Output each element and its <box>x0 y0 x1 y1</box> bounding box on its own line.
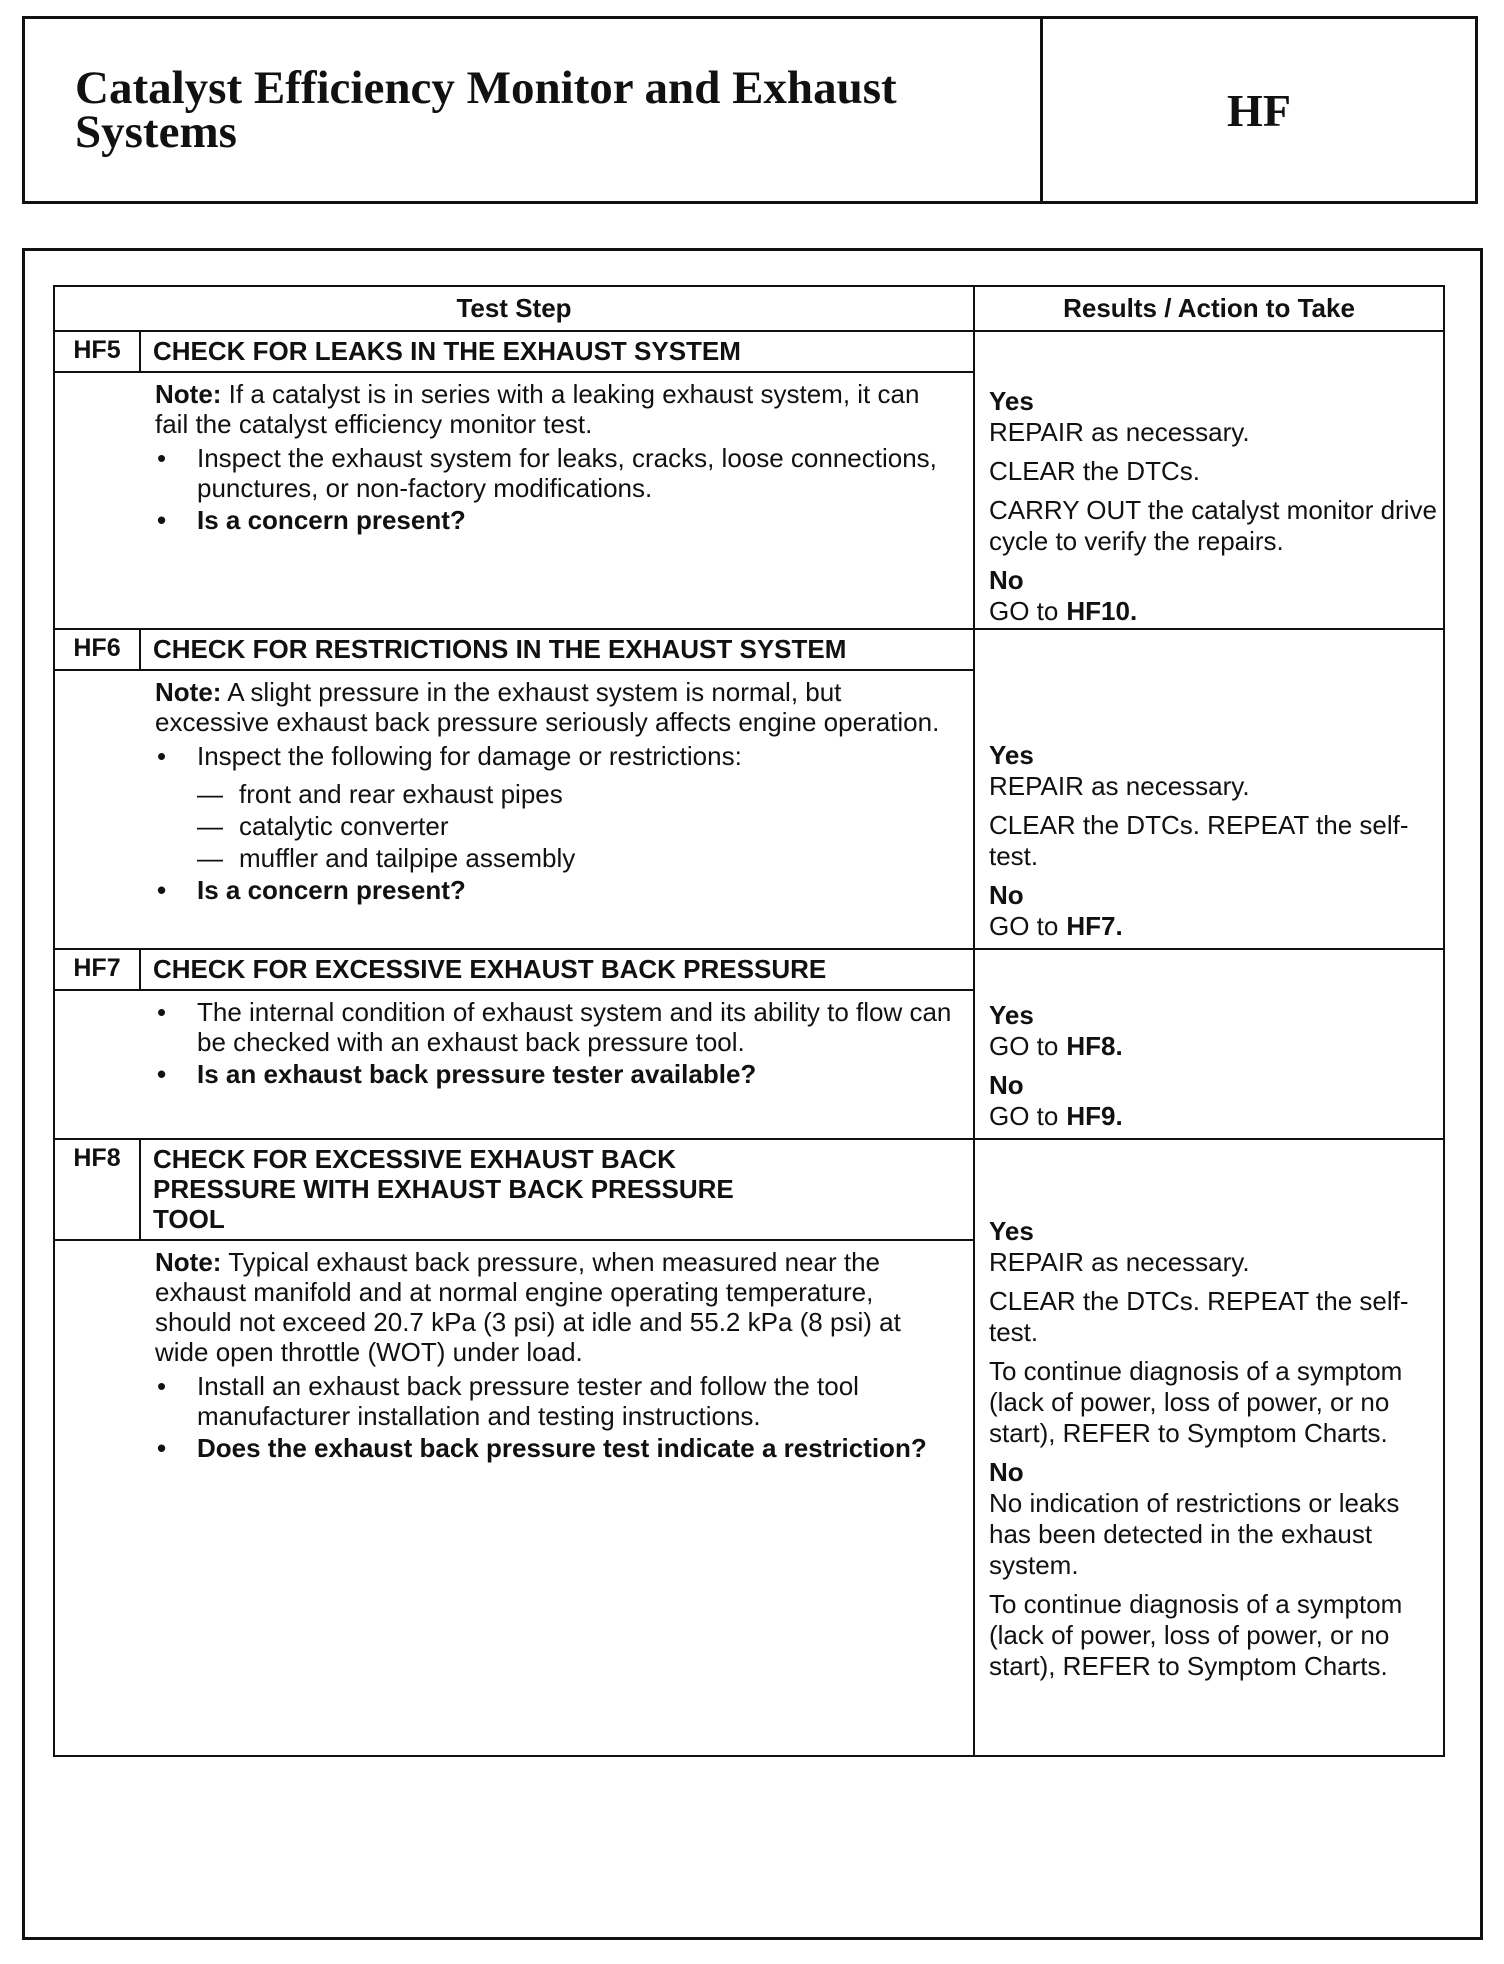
diagnostic-table <box>53 285 1445 1757</box>
goto-reference: HF9. <box>1066 1101 1123 1131</box>
note-text: If a catalyst is in series with a leaking exhaust system, it can fail the catalyst efficiency monitor test. <box>155 379 920 439</box>
no-action <box>989 911 1443 942</box>
goto-text: GO to <box>989 1101 1059 1131</box>
note-label: Note: <box>155 1247 222 1277</box>
bullet-item: • The internal condition of exhaust system and its ability to flow can be checked with an exhaust back pressure tool. <box>155 997 953 1057</box>
goto-text: GO to <box>989 911 1059 941</box>
yes-action <box>989 1031 1443 1062</box>
column-header-test-step: Test Step <box>55 287 975 330</box>
test-step-hf6 <box>55 630 1443 950</box>
note-text: Typical exhaust back pressure, when measured near the exhaust manifold and at normal engine operating temperature, should not exceed 20.7 kPa (3 psi) at idle and 55.2 kPa (8 psi) at wide open throttle (WOT) under load. <box>155 1247 901 1367</box>
step-results <box>975 332 1443 628</box>
step-id: HF6 <box>55 630 141 669</box>
step-id: HF5 <box>55 332 141 371</box>
note-label: Note: <box>155 677 222 707</box>
page-title: Catalyst Efficiency Monitor and Exhaust Systems <box>75 62 897 158</box>
header-code-cell <box>1043 19 1475 201</box>
no-action: No indication of restrictions or leaks has been detected in the exhaust system. <box>989 1488 1400 1580</box>
yes-label: Yes <box>989 386 1034 416</box>
step-note <box>155 379 953 439</box>
section-code: HF <box>1227 84 1291 136</box>
step-bullets <box>155 997 953 1089</box>
step-body <box>55 991 973 1095</box>
step-bullets <box>155 741 953 905</box>
step-title-bar <box>55 332 973 373</box>
step-results <box>975 630 1443 948</box>
test-step-hf5 <box>55 332 1443 630</box>
step-bullets <box>155 443 953 535</box>
sub-list-item: — catalytic converter <box>197 811 953 841</box>
sub-list-item: — muffler and tailpipe assembly <box>197 843 953 873</box>
step-title-bar <box>55 950 973 991</box>
page-header <box>22 16 1478 204</box>
step-heading: CHECK FOR RESTRICTIONS IN THE EXHAUST SYSTEM <box>153 634 847 664</box>
step-id: HF8 <box>55 1140 141 1239</box>
goto-reference: HF7. <box>1066 911 1123 941</box>
step-heading: CHECK FOR EXCESSIVE EXHAUST BACK PRESSURE WITH EXHAUST BACK PRESSURE TOOL <box>153 1144 734 1234</box>
header-title-cell <box>25 19 1043 201</box>
step-body <box>55 671 973 911</box>
step-title-bar <box>55 630 973 671</box>
sub-list-item: — front and rear exhaust pipes <box>197 779 953 809</box>
step-results <box>975 1140 1443 1755</box>
test-step-content <box>55 332 975 628</box>
yes-action: CLEAR the DTCs. REPEAT the self-test. <box>989 1286 1409 1347</box>
test-step-content <box>55 1140 975 1755</box>
note-label: Note: <box>155 379 222 409</box>
step-bullets <box>155 1371 953 1463</box>
goto-reference: HF10. <box>1066 596 1138 626</box>
no-label: No <box>989 1457 1024 1487</box>
test-step-content <box>55 950 975 1138</box>
step-body <box>55 373 973 541</box>
step-question: • Is a concern present? <box>155 505 953 535</box>
yes-action: CLEAR the DTCs. <box>989 456 1200 486</box>
goto-reference: HF8. <box>1066 1031 1123 1061</box>
step-question: • Does the exhaust back pressure test indicate a restriction? <box>155 1433 953 1463</box>
bullet-item: • Inspect the exhaust system for leaks, cracks, loose connections, punctures, or non-factory modifications. <box>155 443 953 503</box>
yes-label: Yes <box>989 1216 1034 1246</box>
bullet-item <box>155 741 953 873</box>
step-question: • Is an exhaust back pressure tester available? <box>155 1059 953 1089</box>
yes-action: REPAIR as necessary. <box>989 1247 1250 1277</box>
bullet-text: Inspect the following for damage or restrictions: <box>197 741 742 771</box>
bullet-item: • Install an exhaust back pressure tester and follow the tool manufacturer installation and testing instructions. <box>155 1371 953 1431</box>
yes-label: Yes <box>989 1000 1034 1030</box>
step-results <box>975 950 1443 1138</box>
yes-action: CARRY OUT the catalyst monitor drive cycle to verify the repairs. <box>989 495 1437 556</box>
sub-list <box>197 779 953 873</box>
note-text: A slight pressure in the exhaust system is normal, but excessive exhaust back pressure seriously affects engine operation. <box>155 677 940 737</box>
no-action: To continue diagnosis of a symptom (lack of power, loss of power, or no start), REFER to Symptom Charts. <box>989 1589 1403 1681</box>
no-action <box>989 1101 1443 1132</box>
yes-action: To continue diagnosis of a symptom (lack of power, loss of power, or no start), REFER to Symptom Charts. <box>989 1356 1403 1448</box>
table-header-row <box>55 287 1443 332</box>
column-header-results: Results / Action to Take <box>1063 293 1355 323</box>
yes-action: CLEAR the DTCs. REPEAT the self-test. <box>989 810 1409 871</box>
step-heading: CHECK FOR LEAKS IN THE EXHAUST SYSTEM <box>153 336 741 366</box>
step-question: • Is a concern present? <box>155 875 953 905</box>
test-step-content <box>55 630 975 948</box>
step-heading: CHECK FOR EXCESSIVE EXHAUST BACK PRESSURE <box>153 954 827 984</box>
no-label: No <box>989 1070 1024 1100</box>
test-step-hf7 <box>55 950 1443 1140</box>
step-body <box>55 1241 973 1469</box>
no-action <box>989 596 1443 627</box>
step-id: HF7 <box>55 950 141 989</box>
test-step-hf8 <box>55 1140 1443 1755</box>
step-note <box>155 1247 953 1367</box>
no-label: No <box>989 565 1024 595</box>
no-label: No <box>989 880 1024 910</box>
step-title-bar <box>55 1140 973 1241</box>
yes-label: Yes <box>989 740 1034 770</box>
step-note <box>155 677 953 737</box>
goto-text: GO to <box>989 1031 1059 1061</box>
yes-action: REPAIR as necessary. <box>989 417 1250 447</box>
yes-action: REPAIR as necessary. <box>989 771 1250 801</box>
goto-text: GO to <box>989 596 1059 626</box>
